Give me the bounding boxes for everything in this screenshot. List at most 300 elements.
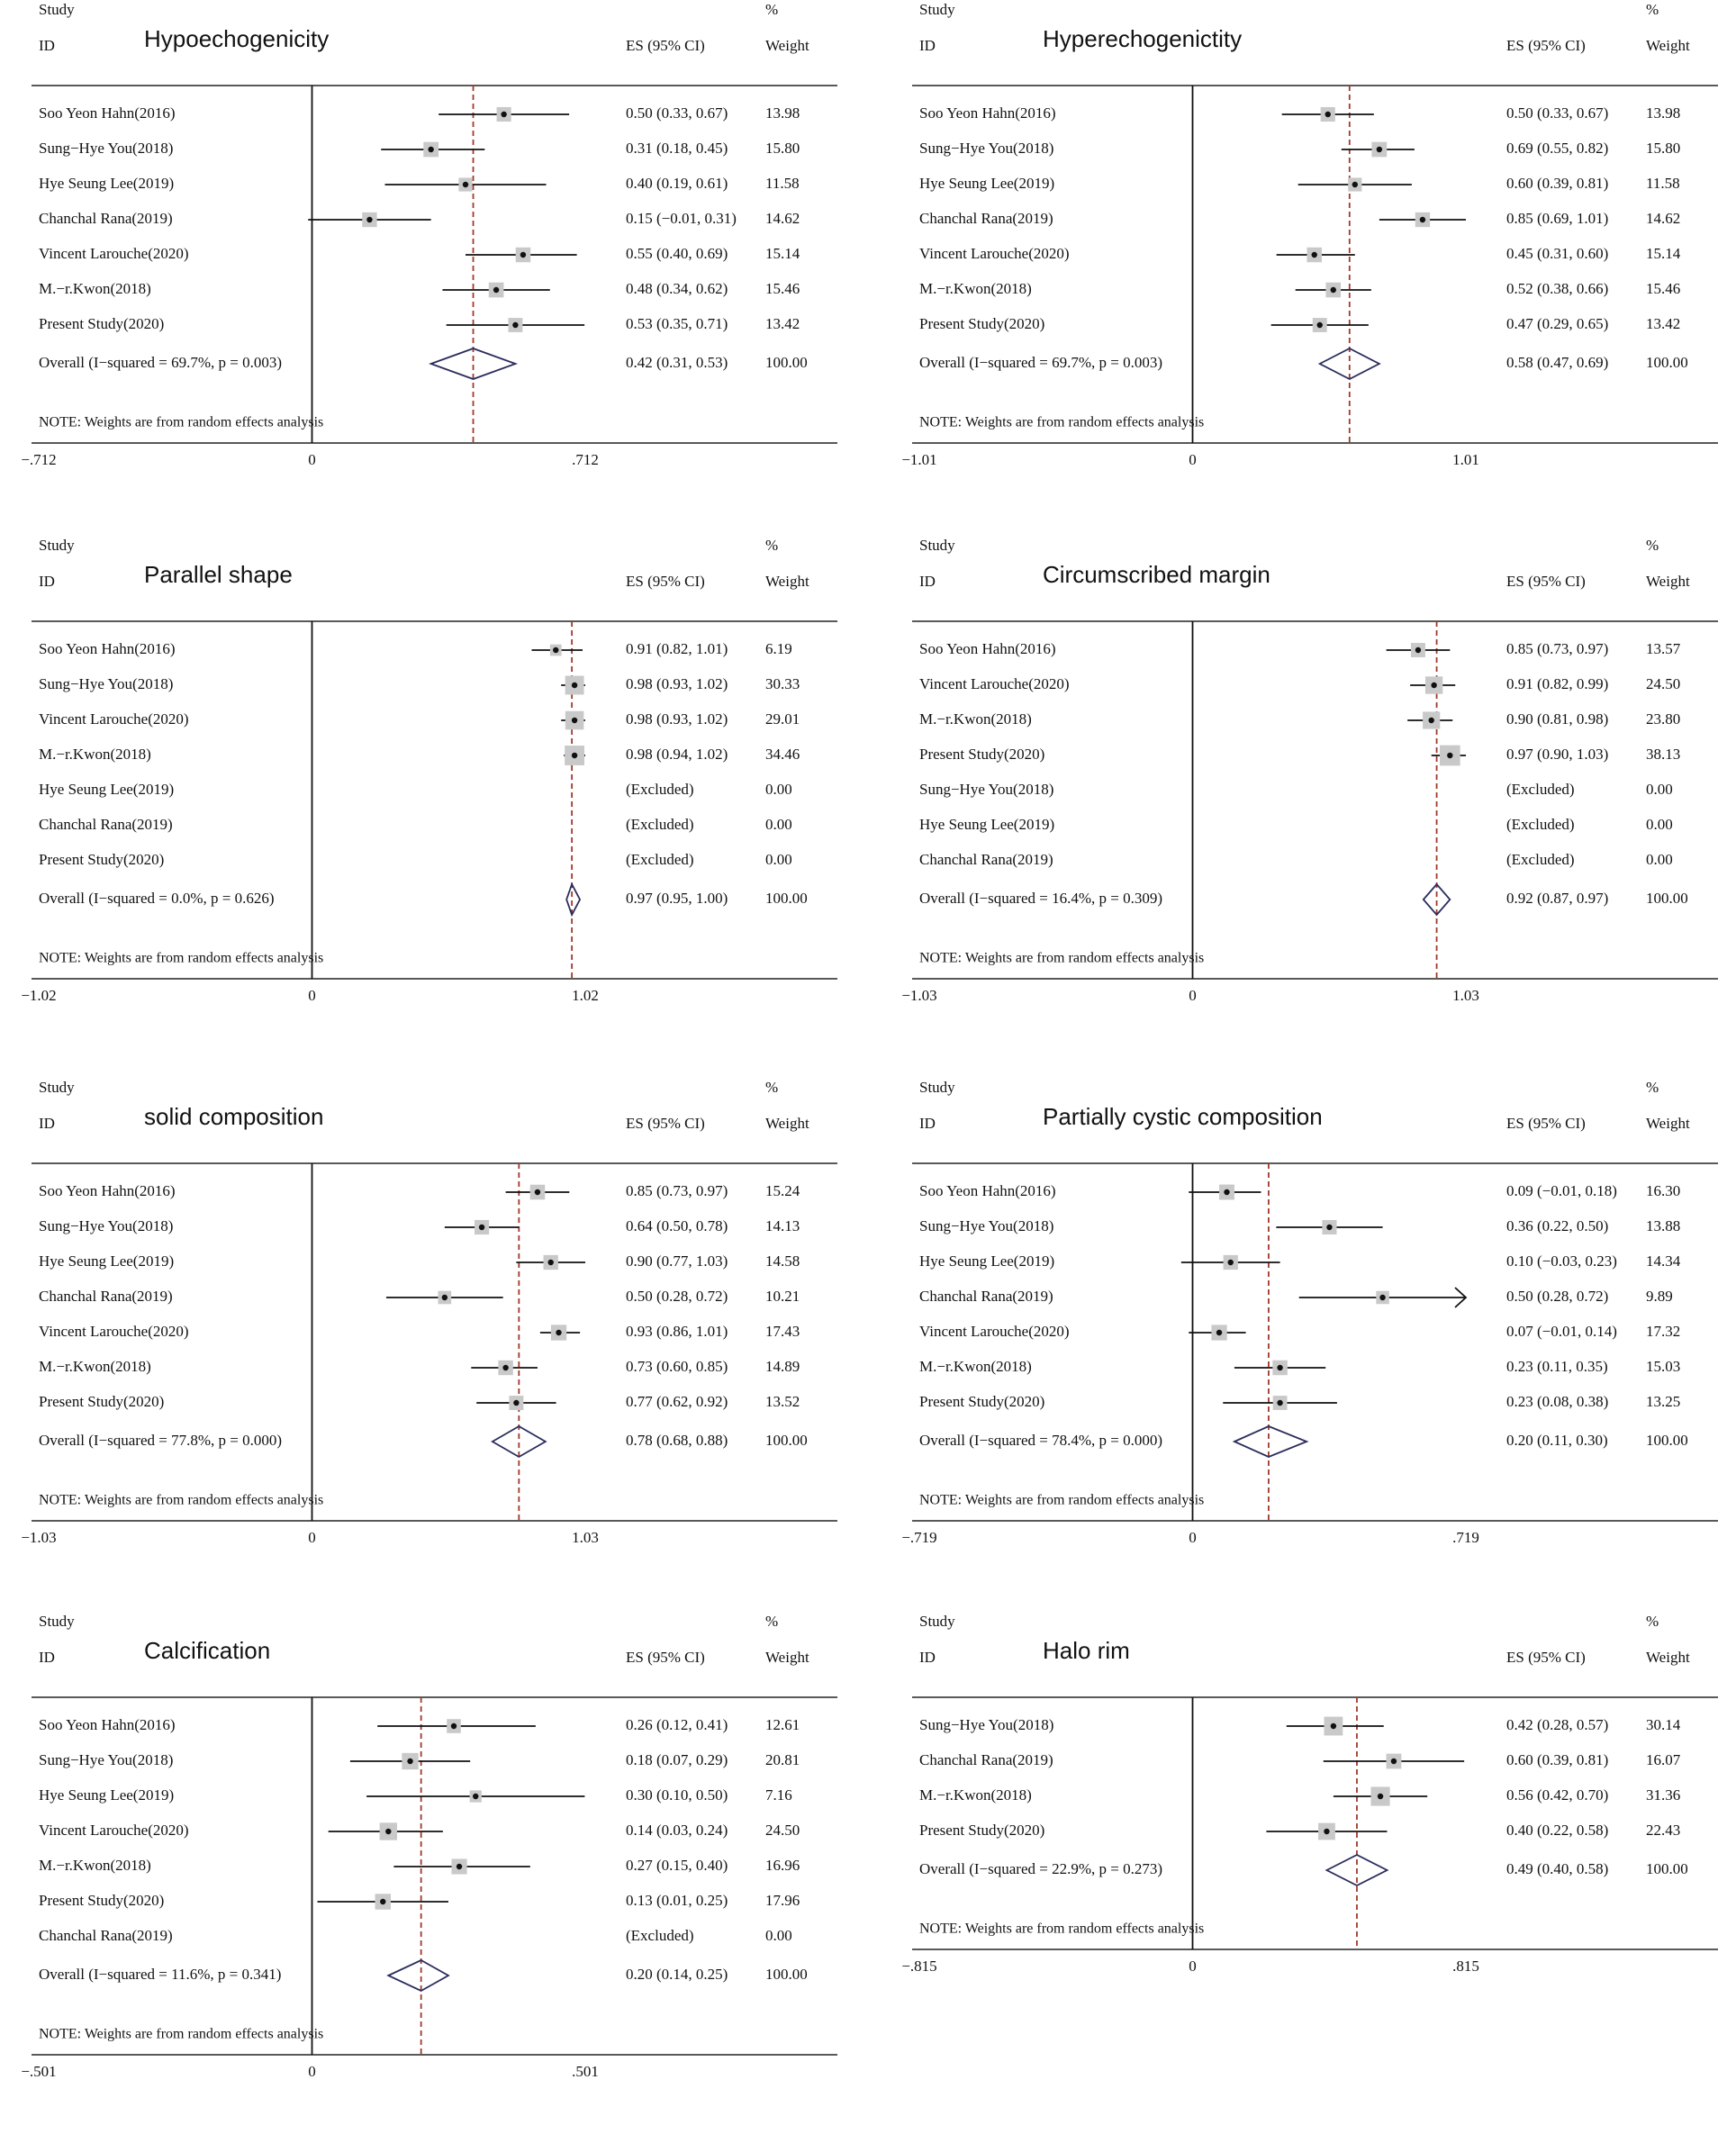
note-text: NOTE: Weights are from random effects analysis xyxy=(919,414,1205,430)
header-es: ES (95% CI) xyxy=(1506,572,1586,590)
study-es-ci: (Excluded) xyxy=(626,1926,694,1944)
study-es-ci: 0.55 (0.40, 0.69) xyxy=(626,244,728,262)
point-estimate xyxy=(1331,287,1336,293)
study-es-ci: 0.93 (0.86, 1.01) xyxy=(626,1322,728,1340)
study-es-ci: 0.26 (0.12, 0.41) xyxy=(626,1715,728,1733)
header-id: ID xyxy=(39,1648,55,1666)
study-es-ci: 0.36 (0.22, 0.50) xyxy=(1506,1216,1609,1234)
overall-weight: 100.00 xyxy=(765,1965,808,1983)
study-es-ci: 0.23 (0.11, 0.35) xyxy=(1506,1357,1608,1375)
study-weight: 14.13 xyxy=(765,1216,800,1234)
point-estimate xyxy=(473,1794,478,1799)
study-es-ci: 0.98 (0.93, 1.02) xyxy=(626,674,728,692)
study-name: Chanchal Rana(2019) xyxy=(919,850,1053,868)
study-name: Sung−Hye You(2018) xyxy=(919,780,1054,798)
overall-label: Overall (I−squared = 69.7%, p = 0.003) xyxy=(919,353,1162,371)
study-es-ci: 0.18 (0.07, 0.29) xyxy=(626,1750,728,1768)
header-percent: % xyxy=(1646,0,1659,18)
point-estimate xyxy=(1224,1189,1229,1195)
study-es-ci: 0.31 (0.18, 0.45) xyxy=(626,139,728,157)
study-es-ci: (Excluded) xyxy=(1506,815,1575,833)
study-weight: 17.32 xyxy=(1646,1322,1681,1340)
study-name: M.−r.Kwon(2018) xyxy=(919,1357,1032,1375)
study-es-ci: (Excluded) xyxy=(1506,850,1575,868)
point-estimate xyxy=(1431,683,1436,688)
study-name: Present Study(2020) xyxy=(39,1392,165,1410)
overall-es-ci: 0.97 (0.95, 1.00) xyxy=(626,889,728,907)
x-tick-label: 1.01 xyxy=(1452,450,1479,468)
point-estimate xyxy=(547,1260,553,1265)
study-weight: 22.43 xyxy=(1646,1821,1681,1839)
point-estimate xyxy=(1378,1794,1383,1799)
study-weight: 38.13 xyxy=(1646,745,1681,763)
study-name: Chanchal Rana(2019) xyxy=(39,209,173,227)
study-es-ci: 0.40 (0.19, 0.61) xyxy=(626,174,728,192)
header-study: Study xyxy=(919,1078,955,1096)
study-weight: 15.14 xyxy=(1646,244,1681,262)
study-weight: 14.89 xyxy=(765,1357,800,1375)
study-weight: 15.03 xyxy=(1646,1357,1681,1375)
study-weight: 34.46 xyxy=(765,745,800,763)
x-tick-label: 0 xyxy=(1189,986,1197,1004)
study-weight: 13.52 xyxy=(765,1392,800,1410)
study-weight: 16.30 xyxy=(1646,1181,1681,1199)
study-weight: 24.50 xyxy=(765,1821,800,1839)
x-tick-label: −.719 xyxy=(901,1528,937,1546)
study-weight: 30.14 xyxy=(1646,1715,1681,1733)
study-weight: 6.19 xyxy=(765,639,792,657)
study-es-ci: 0.14 (0.03, 0.24) xyxy=(626,1821,728,1839)
study-name: Sung−Hye You(2018) xyxy=(39,674,174,692)
study-es-ci: 0.60 (0.39, 0.81) xyxy=(1506,174,1609,192)
study-es-ci: 0.85 (0.73, 0.97) xyxy=(626,1181,728,1199)
overall-weight: 100.00 xyxy=(765,353,808,371)
point-estimate xyxy=(512,322,518,328)
overall-label: Overall (I−squared = 77.8%, p = 0.000) xyxy=(39,1431,282,1449)
header-percent: % xyxy=(765,0,779,18)
header-weight: Weight xyxy=(765,572,809,590)
point-estimate xyxy=(1324,1829,1329,1834)
study-weight: 15.80 xyxy=(765,139,800,157)
study-weight: 15.80 xyxy=(1646,139,1681,157)
study-name: Present Study(2020) xyxy=(39,850,165,868)
x-tick-label: 0 xyxy=(308,450,316,468)
chart-title: solid composition xyxy=(144,1102,324,1130)
header-id: ID xyxy=(919,572,936,590)
study-es-ci: 0.90 (0.77, 1.03) xyxy=(626,1252,728,1270)
header-es: ES (95% CI) xyxy=(626,1648,705,1666)
point-estimate xyxy=(1317,322,1323,328)
study-name: Vincent Larouche(2020) xyxy=(39,1821,189,1839)
point-estimate xyxy=(1312,252,1317,258)
study-name: Soo Yeon Hahn(2016) xyxy=(39,1181,176,1199)
header-id: ID xyxy=(919,1114,936,1132)
point-estimate xyxy=(513,1400,519,1406)
study-name: Vincent Larouche(2020) xyxy=(919,244,1070,262)
point-estimate xyxy=(385,1829,391,1834)
study-weight: 20.81 xyxy=(765,1750,800,1768)
study-name: Sung−Hye You(2018) xyxy=(919,139,1054,157)
study-weight: 13.42 xyxy=(1646,314,1681,332)
study-name: Hye Seung Lee(2019) xyxy=(39,780,175,798)
study-es-ci: 0.56 (0.42, 0.70) xyxy=(1506,1786,1609,1804)
study-es-ci: 0.13 (0.01, 0.25) xyxy=(626,1891,728,1909)
study-es-ci: 0.48 (0.34, 0.62) xyxy=(626,279,728,297)
study-es-ci: 0.98 (0.94, 1.02) xyxy=(626,745,728,763)
point-estimate xyxy=(457,1864,462,1869)
forest-plot-svg xyxy=(894,1078,1722,1591)
header-es: ES (95% CI) xyxy=(626,36,705,54)
note-text: NOTE: Weights are from random effects analysis xyxy=(39,2026,324,2042)
overall-es-ci: 0.58 (0.47, 0.69) xyxy=(1506,353,1609,371)
point-estimate xyxy=(572,683,577,688)
forest-plot-svg xyxy=(894,1612,1722,2125)
point-estimate xyxy=(1331,1723,1336,1729)
overall-weight: 100.00 xyxy=(765,889,808,907)
study-weight: 0.00 xyxy=(765,850,792,868)
overall-diamond xyxy=(566,884,580,915)
study-es-ci: 0.40 (0.22, 0.58) xyxy=(1506,1821,1609,1839)
study-weight: 15.14 xyxy=(765,244,800,262)
overall-es-ci: 0.78 (0.68, 0.88) xyxy=(626,1431,728,1449)
study-weight: 30.33 xyxy=(765,674,800,692)
study-name: Present Study(2020) xyxy=(919,314,1045,332)
study-name: Sung−Hye You(2018) xyxy=(919,1715,1054,1733)
point-estimate xyxy=(1277,1365,1282,1370)
x-tick-label: .815 xyxy=(1452,1957,1479,1975)
study-name: M.−r.Kwon(2018) xyxy=(919,279,1032,297)
x-tick-label: −.815 xyxy=(901,1957,937,1975)
x-tick-label: 1.03 xyxy=(1452,986,1479,1004)
study-name: Chanchal Rana(2019) xyxy=(919,209,1053,227)
header-weight: Weight xyxy=(1646,1114,1690,1132)
x-tick-label: −1.02 xyxy=(21,986,57,1004)
forest-plot-parallel-shape xyxy=(14,536,842,1049)
study-es-ci: 0.97 (0.90, 1.03) xyxy=(1506,745,1609,763)
study-name: Hye Seung Lee(2019) xyxy=(39,174,175,192)
header-percent: % xyxy=(1646,536,1659,554)
study-name: M.−r.Kwon(2018) xyxy=(39,1357,151,1375)
study-es-ci: 0.69 (0.55, 0.82) xyxy=(1506,139,1609,157)
study-weight: 13.88 xyxy=(1646,1216,1681,1234)
x-tick-label: .501 xyxy=(572,2062,599,2080)
study-name: Present Study(2020) xyxy=(39,1891,165,1909)
header-id: ID xyxy=(39,572,55,590)
study-es-ci: 0.15 (−0.01, 0.31) xyxy=(626,209,737,227)
overall-label: Overall (I−squared = 22.9%, p = 0.273) xyxy=(919,1859,1162,1877)
header-es: ES (95% CI) xyxy=(1506,1114,1586,1132)
forest-plot-hypoechogenicity xyxy=(14,0,842,513)
header-id: ID xyxy=(919,1648,936,1666)
forest-plot-svg xyxy=(14,1612,842,2125)
study-name: Soo Yeon Hahn(2016) xyxy=(919,1181,1056,1199)
note-text: NOTE: Weights are from random effects analysis xyxy=(39,1492,324,1508)
point-estimate xyxy=(463,182,468,187)
chart-title: Hyperechogenictity xyxy=(1043,24,1243,52)
study-name: Vincent Larouche(2020) xyxy=(39,710,189,728)
study-weight: 0.00 xyxy=(765,1926,792,1944)
header-study: Study xyxy=(919,1612,955,1630)
header-es: ES (95% CI) xyxy=(1506,36,1586,54)
study-es-ci: 0.91 (0.82, 0.99) xyxy=(1506,674,1609,692)
chart-title: Partially cystic composition xyxy=(1043,1102,1323,1130)
study-weight: 11.58 xyxy=(765,174,800,192)
study-name: Present Study(2020) xyxy=(919,1392,1045,1410)
forest-plot-svg xyxy=(894,536,1722,1049)
study-weight: 10.21 xyxy=(765,1287,800,1305)
overall-weight: 100.00 xyxy=(1646,889,1688,907)
x-tick-label: 0 xyxy=(1189,450,1197,468)
point-estimate xyxy=(1447,753,1452,758)
study-name: Sung−Hye You(2018) xyxy=(39,1216,174,1234)
study-weight: 13.42 xyxy=(765,314,800,332)
overall-weight: 100.00 xyxy=(1646,1859,1688,1877)
study-weight: 0.00 xyxy=(1646,815,1673,833)
chart-title: Circumscribed margin xyxy=(1043,560,1270,588)
point-estimate xyxy=(479,1225,484,1230)
point-estimate xyxy=(501,112,506,117)
note-text: NOTE: Weights are from random effects analysis xyxy=(919,950,1205,966)
study-es-ci: (Excluded) xyxy=(626,780,694,798)
study-weight: 11.58 xyxy=(1646,174,1680,192)
point-estimate xyxy=(1352,182,1358,187)
header-weight: Weight xyxy=(765,36,809,54)
x-tick-label: .712 xyxy=(572,450,599,468)
point-estimate xyxy=(493,287,499,293)
study-name: Hye Seung Lee(2019) xyxy=(39,1252,175,1270)
study-name: Soo Yeon Hahn(2016) xyxy=(39,639,176,657)
study-weight: 14.34 xyxy=(1646,1252,1681,1270)
study-es-ci: 0.07 (−0.01, 0.14) xyxy=(1506,1322,1617,1340)
forest-plot-solid-composition xyxy=(14,1078,842,1591)
study-name: Sung−Hye You(2018) xyxy=(919,1216,1054,1234)
header-percent: % xyxy=(765,1078,779,1096)
study-weight: 14.62 xyxy=(1646,209,1681,227)
chart-title: Hypoechogenicity xyxy=(144,24,330,52)
study-name: M.−r.Kwon(2018) xyxy=(39,1856,151,1874)
x-tick-label: −1.03 xyxy=(901,986,937,1004)
study-name: Present Study(2020) xyxy=(39,314,165,332)
point-estimate xyxy=(1325,112,1331,117)
study-name: Vincent Larouche(2020) xyxy=(919,674,1070,692)
study-name: Chanchal Rana(2019) xyxy=(39,815,173,833)
study-name: Chanchal Rana(2019) xyxy=(919,1750,1053,1768)
study-weight: 13.57 xyxy=(1646,639,1681,657)
study-weight: 14.62 xyxy=(765,209,800,227)
study-name: Vincent Larouche(2020) xyxy=(39,244,189,262)
point-estimate xyxy=(553,647,558,653)
study-name: Present Study(2020) xyxy=(919,745,1045,763)
study-name: Soo Yeon Hahn(2016) xyxy=(919,639,1056,657)
forest-plot-svg xyxy=(14,536,842,1049)
study-name: Present Study(2020) xyxy=(919,1821,1045,1839)
header-percent: % xyxy=(765,536,779,554)
study-es-ci: 0.90 (0.81, 0.98) xyxy=(1506,710,1609,728)
overall-label: Overall (I−squared = 69.7%, p = 0.003) xyxy=(39,353,282,371)
study-weight: 23.80 xyxy=(1646,710,1681,728)
study-es-ci: 0.50 (0.28, 0.72) xyxy=(1506,1287,1609,1305)
study-weight: 13.98 xyxy=(765,104,800,122)
overall-es-ci: 0.20 (0.11, 0.30) xyxy=(1506,1431,1608,1449)
note-text: NOTE: Weights are from random effects analysis xyxy=(39,414,324,430)
study-name: Hye Seung Lee(2019) xyxy=(39,1786,175,1804)
study-es-ci: 0.50 (0.33, 0.67) xyxy=(626,104,728,122)
point-estimate xyxy=(1216,1330,1222,1335)
study-es-ci: (Excluded) xyxy=(626,850,694,868)
forest-plot-partially-cystic-composition xyxy=(894,1078,1722,1591)
study-es-ci: 0.23 (0.08, 0.38) xyxy=(1506,1392,1609,1410)
header-percent: % xyxy=(765,1612,779,1630)
point-estimate xyxy=(407,1759,412,1764)
overall-weight: 100.00 xyxy=(1646,1431,1688,1449)
study-es-ci: 0.73 (0.60, 0.85) xyxy=(626,1357,728,1375)
header-es: ES (95% CI) xyxy=(626,1114,705,1132)
overall-diamond xyxy=(1234,1426,1307,1457)
point-estimate xyxy=(535,1189,540,1195)
study-es-ci: 0.50 (0.28, 0.72) xyxy=(626,1287,728,1305)
study-es-ci: 0.77 (0.62, 0.92) xyxy=(626,1392,728,1410)
x-tick-label: −1.03 xyxy=(21,1528,57,1546)
study-weight: 7.16 xyxy=(765,1786,792,1804)
overall-diamond xyxy=(388,1960,448,1991)
study-es-ci: 0.10 (−0.03, 0.23) xyxy=(1506,1252,1617,1270)
study-es-ci: (Excluded) xyxy=(626,815,694,833)
overall-weight: 100.00 xyxy=(1646,353,1688,371)
point-estimate xyxy=(442,1295,448,1300)
study-weight: 13.25 xyxy=(1646,1392,1681,1410)
note-text: NOTE: Weights are from random effects analysis xyxy=(919,1921,1205,1937)
study-weight: 0.00 xyxy=(1646,850,1673,868)
x-tick-label: 0 xyxy=(308,2062,316,2080)
point-estimate xyxy=(1228,1260,1234,1265)
x-tick-label: 1.03 xyxy=(572,1528,599,1546)
x-tick-label: .719 xyxy=(1452,1528,1479,1546)
point-estimate xyxy=(1420,217,1425,222)
point-estimate xyxy=(1391,1759,1397,1764)
study-weight: 13.98 xyxy=(1646,104,1681,122)
forest-plot-svg xyxy=(14,0,842,513)
header-study: Study xyxy=(39,0,75,18)
point-estimate xyxy=(428,147,433,152)
study-weight: 15.24 xyxy=(765,1181,800,1199)
study-es-ci: 0.30 (0.10, 0.50) xyxy=(626,1786,728,1804)
header-study: Study xyxy=(39,1078,75,1096)
forest-plot-svg xyxy=(894,0,1722,513)
chart-title: Halo rim xyxy=(1043,1636,1130,1664)
x-tick-label: 0 xyxy=(308,1528,316,1546)
study-es-ci: 0.50 (0.33, 0.67) xyxy=(1506,104,1609,122)
x-tick-label: 0 xyxy=(308,986,316,1004)
chart-title: Parallel shape xyxy=(144,560,293,588)
overall-es-ci: 0.49 (0.40, 0.58) xyxy=(1506,1859,1609,1877)
point-estimate xyxy=(1379,1295,1385,1300)
x-tick-label: 0 xyxy=(1189,1528,1197,1546)
study-name: Chanchal Rana(2019) xyxy=(39,1926,173,1944)
point-estimate xyxy=(556,1330,561,1335)
header-percent: % xyxy=(1646,1612,1659,1630)
study-weight: 12.61 xyxy=(765,1715,800,1733)
study-es-ci: 0.52 (0.38, 0.66) xyxy=(1506,279,1609,297)
study-es-ci: 0.27 (0.15, 0.40) xyxy=(626,1856,728,1874)
header-study: Study xyxy=(919,0,955,18)
study-es-ci: 0.60 (0.39, 0.81) xyxy=(1506,1750,1609,1768)
overall-label: Overall (I−squared = 0.0%, p = 0.626) xyxy=(39,889,275,907)
study-weight: 0.00 xyxy=(1646,780,1673,798)
study-name: Soo Yeon Hahn(2016) xyxy=(39,1715,176,1733)
overall-es-ci: 0.20 (0.14, 0.25) xyxy=(626,1965,728,1983)
study-name: Hye Seung Lee(2019) xyxy=(919,174,1055,192)
study-weight: 17.96 xyxy=(765,1891,800,1909)
point-estimate xyxy=(1415,647,1421,653)
study-weight: 17.43 xyxy=(765,1322,800,1340)
header-es: ES (95% CI) xyxy=(626,572,705,590)
study-es-ci: 0.09 (−0.01, 0.18) xyxy=(1506,1181,1617,1199)
header-study: Study xyxy=(919,536,955,554)
study-name: M.−r.Kwon(2018) xyxy=(39,279,151,297)
study-name: Soo Yeon Hahn(2016) xyxy=(39,104,176,122)
forest-plot-svg xyxy=(14,1078,842,1591)
overall-es-ci: 0.92 (0.87, 0.97) xyxy=(1506,889,1609,907)
study-weight: 31.36 xyxy=(1646,1786,1681,1804)
point-estimate xyxy=(520,252,526,258)
study-name: Chanchal Rana(2019) xyxy=(919,1287,1053,1305)
study-name: Vincent Larouche(2020) xyxy=(39,1322,189,1340)
point-estimate xyxy=(366,217,372,222)
study-weight: 24.50 xyxy=(1646,674,1681,692)
study-name: Hye Seung Lee(2019) xyxy=(919,1252,1055,1270)
study-es-ci: 0.45 (0.31, 0.60) xyxy=(1506,244,1609,262)
header-study: Study xyxy=(39,536,75,554)
x-tick-label: 0 xyxy=(1189,1957,1197,1975)
study-weight: 15.46 xyxy=(765,279,800,297)
study-es-ci: 0.85 (0.73, 0.97) xyxy=(1506,639,1609,657)
study-name: Sung−Hye You(2018) xyxy=(39,139,174,157)
study-name: Hye Seung Lee(2019) xyxy=(919,815,1055,833)
study-weight: 16.96 xyxy=(765,1856,800,1874)
x-tick-label: −1.01 xyxy=(901,450,937,468)
study-name: Soo Yeon Hahn(2016) xyxy=(919,104,1056,122)
header-id: ID xyxy=(919,36,936,54)
study-weight: 0.00 xyxy=(765,815,792,833)
point-estimate xyxy=(1277,1400,1282,1406)
overall-weight: 100.00 xyxy=(765,1431,808,1449)
study-name: Sung−Hye You(2018) xyxy=(39,1750,174,1768)
x-tick-label: −.712 xyxy=(21,450,57,468)
study-weight: 14.58 xyxy=(765,1252,800,1270)
point-estimate xyxy=(380,1899,385,1904)
header-weight: Weight xyxy=(765,1114,809,1132)
study-weight: 9.89 xyxy=(1646,1287,1673,1305)
study-name: Vincent Larouche(2020) xyxy=(919,1322,1070,1340)
header-es: ES (95% CI) xyxy=(1506,1648,1586,1666)
study-name: M.−r.Kwon(2018) xyxy=(39,745,151,763)
study-es-ci: 0.42 (0.28, 0.57) xyxy=(1506,1715,1609,1733)
point-estimate xyxy=(572,718,577,723)
point-estimate xyxy=(1326,1225,1332,1230)
study-weight: 29.01 xyxy=(765,710,800,728)
chart-title: Calcification xyxy=(144,1636,271,1664)
point-estimate xyxy=(1377,147,1382,152)
study-weight: 0.00 xyxy=(765,780,792,798)
header-weight: Weight xyxy=(765,1648,809,1666)
header-weight: Weight xyxy=(1646,1648,1690,1666)
x-tick-label: 1.02 xyxy=(572,986,599,1004)
study-name: Chanchal Rana(2019) xyxy=(39,1287,173,1305)
point-estimate xyxy=(451,1723,457,1729)
point-estimate xyxy=(1428,718,1433,723)
overall-label: Overall (I−squared = 16.4%, p = 0.309) xyxy=(919,889,1162,907)
header-weight: Weight xyxy=(1646,36,1690,54)
